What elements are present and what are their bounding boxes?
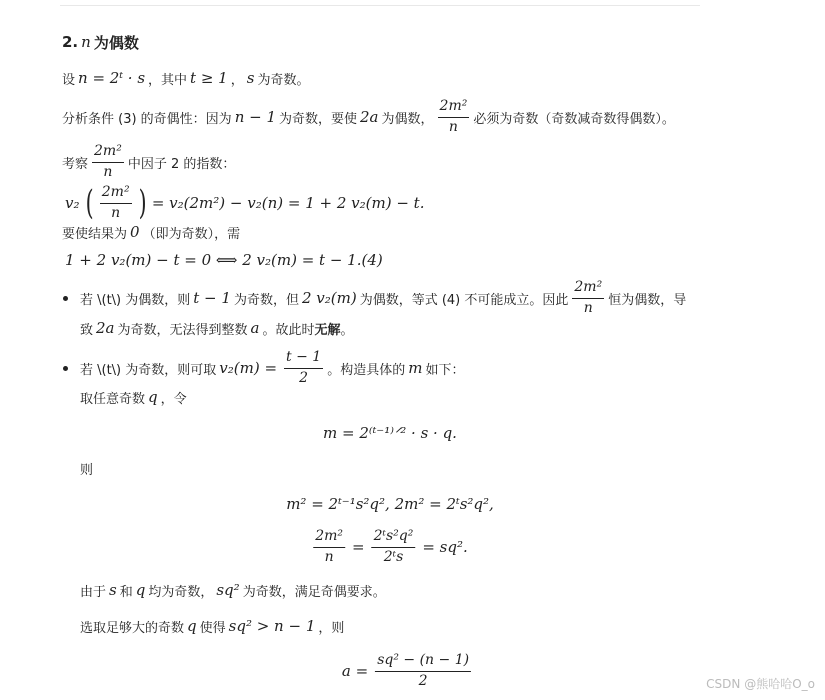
text: 若 \(t\) 为偶数，则 <box>80 292 191 308</box>
math-expression: t − 1 <box>193 289 231 307</box>
math-expression: = v₂(2m²) − v₂(n) = 1 + 2 v₂(m) − t. <box>151 194 425 212</box>
math-expression: sq² <box>216 581 240 599</box>
math-fraction <box>92 143 124 181</box>
text: 2. <box>62 33 79 51</box>
fraction-denominator: n <box>448 118 458 135</box>
math-expression: n = 2ᵗ · s <box>78 69 146 87</box>
text: 致 <box>80 322 94 338</box>
fraction-numerator: 2m² <box>92 143 124 163</box>
math-expression: m <box>408 359 423 377</box>
math-expression: 2 v₂(m) <box>301 289 357 307</box>
math-fraction <box>313 528 345 566</box>
text: 设 <box>62 72 76 88</box>
fraction-numerator: sq² − (n − 1) <box>375 652 471 672</box>
text: ，则 <box>318 620 345 636</box>
top-divider <box>60 5 700 6</box>
text: 为奇数。 <box>257 72 310 88</box>
math-expression: v₂ <box>65 194 80 212</box>
text: 为奇数，满足奇偶要求。 <box>242 584 386 600</box>
math-fraction <box>284 349 323 387</box>
text: 为偶数， <box>381 111 434 127</box>
text: 。构造具体的 <box>327 362 406 378</box>
text: 分析条件 (3) 的奇偶性：因为 <box>62 111 232 127</box>
bullet-marker <box>63 366 68 371</box>
math-fraction <box>375 652 471 690</box>
math-expression: q <box>187 617 197 635</box>
math-expression: n − 1 <box>234 108 276 126</box>
fraction-numerator: 2ᵗs²q² <box>372 528 416 548</box>
text: 则 <box>80 462 94 478</box>
text: 为奇数，无法得到整数 <box>117 322 248 338</box>
math-expression: 2a <box>96 319 115 337</box>
fraction-denominator: n <box>111 204 121 221</box>
math-expression: 0 <box>130 223 140 241</box>
fraction-numerator: 2m² <box>572 279 604 299</box>
fraction-numerator: 2m² <box>313 528 345 548</box>
text: 为偶数，等式 (4) 不可能成立。因此 <box>359 292 569 308</box>
watermark: CSDN @熊哈哈O_o <box>706 677 815 691</box>
fraction-denominator: n <box>103 163 113 180</box>
text: 。 <box>340 322 354 338</box>
text: 考察 <box>62 156 89 172</box>
bold-text: 无解 <box>314 322 341 338</box>
fraction-denominator: n <box>324 548 334 565</box>
text: 中因子 2 的指数： <box>127 156 236 172</box>
text: 恒为偶数，导 <box>608 292 687 308</box>
text: 为偶数 <box>93 33 139 52</box>
text: 由于 <box>80 584 107 600</box>
text: 取任意奇数 <box>80 391 146 407</box>
text: ，令 <box>160 391 187 407</box>
math-expression: s <box>109 581 117 599</box>
bullet-marker <box>63 296 68 301</box>
fraction-numerator: 2m² <box>438 98 470 118</box>
text: 如下： <box>425 362 465 378</box>
math-paren: ) <box>138 183 147 223</box>
math-expression: n <box>81 33 91 51</box>
fraction-denominator: 2 <box>299 369 309 386</box>
fraction-denominator: n <box>583 299 593 316</box>
math-fraction <box>572 279 604 317</box>
math-expression: a <box>250 319 260 337</box>
text: 均为奇数， <box>148 584 214 600</box>
math-expression: = <box>352 538 365 556</box>
math-fraction <box>100 184 132 222</box>
math-expression: m² = 2ᵗ⁻¹s²q², 2m² = 2ᵗs²q², <box>286 495 494 513</box>
fraction-numerator: t − 1 <box>284 349 323 369</box>
text: ，其中 <box>148 72 188 88</box>
math-expression: m = 2⁽ᵗ⁻¹⁾ᐟ² · s · q. <box>323 424 457 442</box>
text: ， <box>230 72 244 88</box>
fraction-denominator: 2 <box>418 672 428 689</box>
text: 若 \(t\) 为奇数，则可取 <box>80 362 217 378</box>
text: 选取足够大的奇数 <box>80 620 185 636</box>
math-expression: sq² > n − 1 <box>228 617 316 635</box>
math-expression: v₂(m) = <box>219 359 278 377</box>
text: 为奇数，要使 <box>279 111 358 127</box>
math-fraction <box>372 528 416 566</box>
math-expression: q <box>148 388 158 406</box>
text: 使得 <box>199 620 226 636</box>
math-expression: q <box>135 581 146 599</box>
math-expression: 2a <box>360 108 379 126</box>
math-fraction <box>438 98 470 136</box>
math-paren: ( <box>85 183 94 223</box>
math-expression: t ≥ 1 <box>190 69 228 87</box>
math-expression: s <box>246 69 255 87</box>
math-expression: a = <box>341 662 369 680</box>
text: 和 <box>119 584 133 600</box>
math-expression: 1 + 2 v₂(m) − t = 0 ⟺ 2 v₂(m) = t − 1.(4) <box>65 251 383 269</box>
text: 要使结果为 <box>62 226 128 242</box>
fraction-denominator: 2ᵗs <box>383 548 404 565</box>
text: 必须为奇数（奇数减奇数得偶数）。 <box>473 111 675 127</box>
math-expression: = sq². <box>422 538 468 556</box>
text: 为奇数，但 <box>233 292 299 308</box>
text: （即为奇数），需 <box>142 226 241 242</box>
fraction-numerator: 2m² <box>100 184 132 204</box>
text: 。故此时 <box>262 322 315 338</box>
